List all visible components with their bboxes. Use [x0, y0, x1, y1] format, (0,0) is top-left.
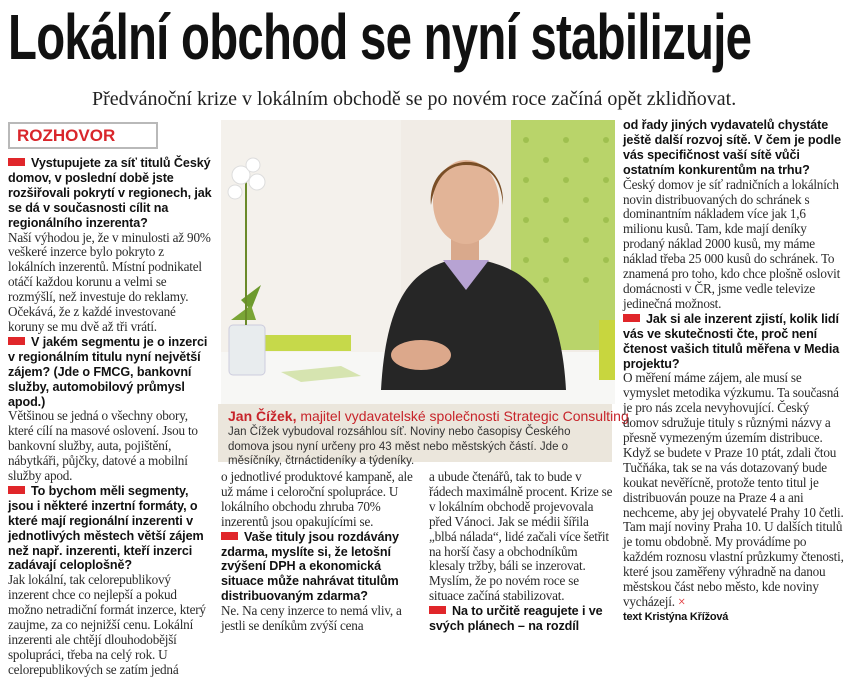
answer: Většinou se jedná o všechny obory, které cílí na masové oslovení. Jsou to bankovní služby, auta, pojištění, nábytkáři, půjčky, datové a mobilní služby apod. — [8, 408, 198, 484]
question-text: To bychom měli segmenty, jsou i některé inzertní formáty, o které mají regionální inzerenti v jednotlivých městech větší zájem než např. inzerenti, kteří inzerci zadávají celoplošně? — [8, 483, 204, 573]
answer-text: O měření máme zájem, ale musí se vymyslet metodika výzkumu. Ta současná je pro nás zcela nevyhovující. Český domov sdružuje tituly s různými názvy a přesně vymezeným územím distribuce. Když se budete v Praze 10 ptát, zdali čtou Tučňáka, tak se na vás dotazovaný bude koukat nevěřícně, protože tento titul je distribuován pouze na Praze 4 a ani nechceme, aby jej obyvatelé Prahy 10 četli. Tam mají noviny Praha 10. U dalších titulů je tomu obdobně. My provádíme po každém roznosu vlastní průzkumy čtenosti, které jsou zaměřeny výhradně na danou městskou část nebo město, kde noviny vycházejí. — [623, 370, 844, 609]
subheadline: Předvánoční krize v lokálním obchodě se po novém roce začíná opět zklidňovat. — [92, 88, 737, 110]
question-text: Jak si ale inzerent zjistí, kolik lidí vás ve skutečnosti čte, proč není čtenost vašich titulů měřena v Media projektu? — [623, 311, 840, 371]
answer: a ubude čtenářů, tak to bude v řádech maximálně procent. Krize se v lokálním obchodě projevovala před Vánoci. Jak se médii šířila „blbá nálada“, lidé začali více šetřit na horší časy a obchodníkům klesaly tržby, báli se inzerovat. Myslím, že po novém roce se situace začíná stabilizovat. — [429, 469, 613, 604]
headline: Lokální obchod se nyní stabilizuje — [8, 1, 752, 73]
question — [623, 312, 845, 372]
portrait-photo — [221, 120, 615, 404]
column-4 — [623, 118, 845, 624]
question-marker-icon — [8, 486, 25, 494]
photo-caption — [218, 404, 629, 467]
question-marker-icon — [8, 158, 25, 166]
question — [429, 604, 615, 634]
question-marker-icon — [623, 314, 640, 322]
question-text: Vystupujete za síť titulů Český domov, v poslední době jste rozšiřovali pokrytí v regionech, jak se dá v současnosti cílit na regionálního inzerenta? — [8, 156, 212, 230]
question — [8, 156, 214, 231]
question-text: Vaše tituly jsou rozdávány zdarma, myslíte si, že letošní zvýšení DPH a ekonomická situace může nahrávat titulům distribuovaným zdarma? — [221, 529, 399, 604]
byline: text Kristýna Křížová — [623, 610, 729, 623]
column-2 — [221, 470, 417, 634]
answer: o jednotlivé produktové kampaně, ale už máme i celoroční spolupráce. U lokálního obchodu zhruba 70% inzerentů jsou opakujícími se. — [221, 469, 413, 529]
question — [8, 335, 214, 410]
portrait-image — [221, 120, 615, 404]
answer: Ne. Na ceny inzerce to nemá vliv, a jestli se deníkům zvýší cena — [221, 603, 402, 634]
caption-text: Jan Čížek vybudoval rozsáhlou síť. Noviny nebo časopisy Českého domova jsou nyní určeny pro 43 měst nebo městských částí. Jde o měsíčníky, čtrnáctideníky a týdeníky. — [228, 426, 571, 467]
column-3 — [429, 470, 615, 634]
answer: Jak lokální, tak celorepublikový inzerent chce co nejlepší a pokud možno netradiční formát inzerce, který zaujme, za co nejnižší cenu. Lokální inzerenti ale chtějí dlouhodobější spolupráci, třeba na celý rok. U celorepublikových se zatím jedná — [8, 572, 206, 677]
answer: Český domov je síť radničních a lokálních novin distribuovaných do schránek s dominantním nákladem více jak 1,6 milionu kusů. Tam, kde mají deníky prodaný náklad 2000 kusů, my máme náklad třeba 25 000 kusů do schránek. To znamená pro toho, kdo chce plošně oslovit domácnosti v ČR, jsme vedle televize jedinečná možnost. — [623, 176, 841, 311]
question-marker-icon — [429, 606, 446, 614]
caption-role: majitel vydavatelské společnosti Strategic Consulting — [296, 408, 629, 424]
question-text: Na to určitě reagujete i ve svých plánech – na rozdíl — [429, 604, 603, 634]
question-marker-icon — [221, 532, 238, 540]
caption-person-name: Jan Čížek, — [228, 408, 297, 424]
section-tag: ROZHOVOR — [8, 122, 158, 149]
end-mark-icon: × — [677, 594, 686, 609]
answer — [623, 371, 845, 610]
column-1 — [8, 156, 214, 678]
question-text: V jakém segmentu je o inzerci v regionálním titulu nyní největší zájem? (Jde o FMCG, bankovní služby, automobilový průmysl apod.) — [8, 334, 208, 409]
caption-title — [228, 407, 629, 425]
question — [221, 530, 417, 605]
answer: Naší výhodou je, že v minulosti až 90% veškeré inzerce bylo pokryto z lokálních inzerentů. Místní podnikatel otáčí každou korunu a velmi se rozmýšlí, než investuje do reklamy. Očekává, že z každé investované koruny se mu dvě až tři vrátí. — [8, 229, 211, 334]
question: od řady jiných vydavatelů chystáte ještě další rozvoj sítě. V čem je podle vás specifičnost vaší sítě vůči ostatním konkurentům na trhu? — [623, 118, 841, 177]
question — [8, 484, 214, 573]
question-marker-icon — [8, 337, 25, 345]
